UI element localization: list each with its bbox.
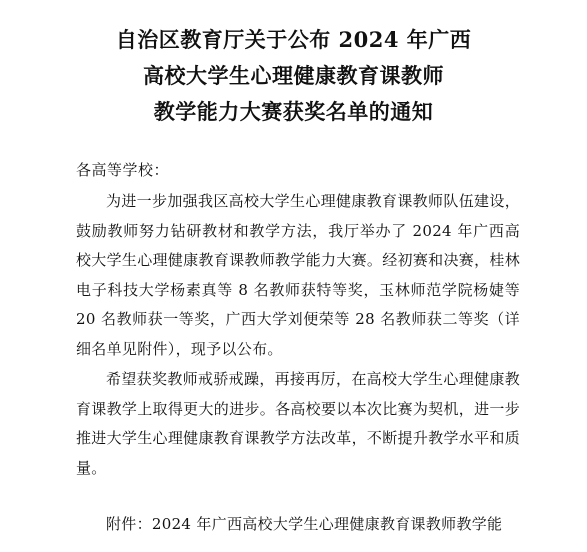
body-paragraph-1: 为进一步加强我区高校大学生心理健康教育课教师队伍建设，鼓励教师努力钻研教材和教学方法，我厅举办了 2024 年广西高校大学生心理健康教育课教师教学能力大赛。经初赛和决赛，桂林电子科技大学杨素真等 8 名教师获特等奖，玉林师范学院杨婕等 20 名教师获一等奖，广西大学刘便荣等 28 名教师获二等奖（详细名单见附件），现予以公布。 bbox=[76, 192, 520, 358]
salutation: 各高等学校： bbox=[76, 161, 170, 179]
document-title-line-2: 高校大学生心理健康教育课教师 bbox=[143, 63, 444, 88]
body-paragraph-2: 希望获奖教师戒骄戒躁，再接再厉，在高校大学生心理健康教育课教学上取得更大的进步。各高校要以本次比赛为契机，进一步推进大学生心理健康教育课教学方法改革，不断提升教学水平和质量。 bbox=[76, 370, 520, 477]
document-title-line-1: 自治区教育厅关于公布 2024 年广西 bbox=[115, 27, 472, 52]
attachment-note: 附件：2024 年广西高校大学生心理健康教育课教师教学能 bbox=[106, 515, 503, 533]
document-title-line-3: 教学能力大赛获奖名单的通知 bbox=[153, 99, 434, 124]
